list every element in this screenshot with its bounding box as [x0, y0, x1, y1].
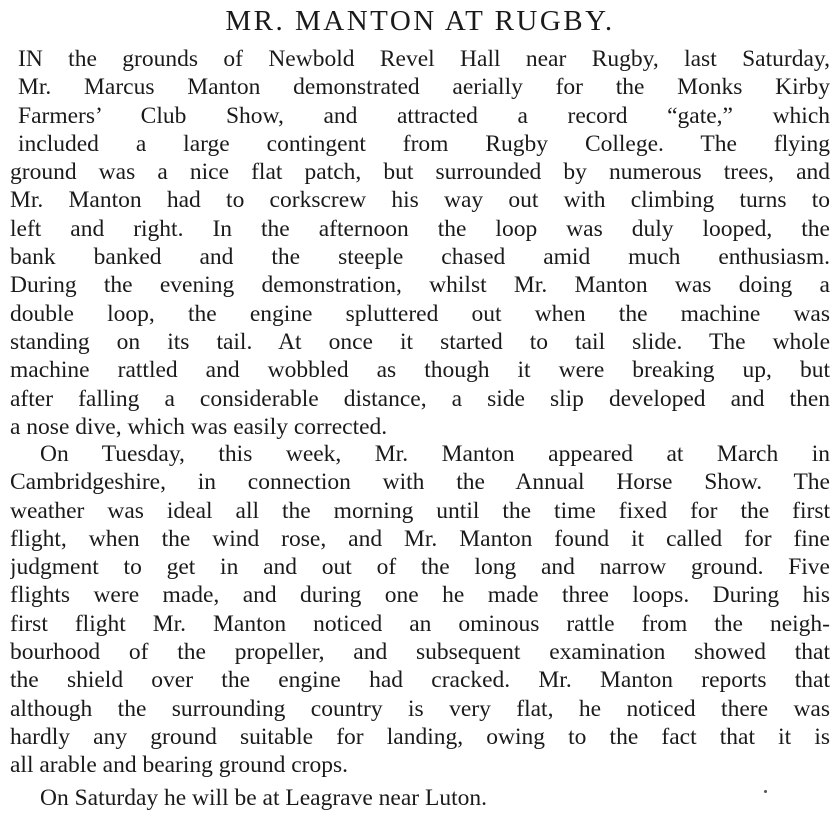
print-speck	[764, 790, 767, 793]
text-line: Cambridgeshire, in connection with the Annual Horse Show. The	[10, 469, 830, 496]
text-line: ground was a nice flat patch, but surrounded by numerous trees, and	[10, 159, 830, 186]
paragraph-saturday-rugby	[10, 45, 830, 441]
text-line: all arable and bearing ground crops.	[10, 752, 349, 779]
text-line: hardly any ground suitable for landing, owing to the fact that it is	[10, 723, 830, 750]
text-line: IN the grounds of Newbold Revel Hall near Rugby, last Saturday,	[18, 46, 830, 72]
text-line: flights were made, and during one he made three loops. During his	[10, 582, 830, 609]
text-line: after falling a considerable distance, a side slip developed and then	[10, 385, 830, 412]
text-line: left and right. In the afternoon the loop was duly looped, the	[10, 215, 830, 242]
text-line: although the surrounding country is very flat, he noticed there was	[10, 695, 830, 722]
text-line: flight, when the wind rose, and Mr. Manton found it called for fine	[10, 525, 830, 552]
text-line: During the evening demonstration, whilst Mr. Manton was doing a	[10, 272, 830, 299]
text-line: On Saturday he will be at Leagrave near Luton.	[40, 785, 487, 811]
text-line: judgment to get in and out of the long and narrow ground. Five	[10, 554, 830, 581]
text-line: bourhood of the propeller, and subsequent examination showed that	[10, 639, 830, 666]
paragraph-tuesday-march	[10, 440, 830, 780]
article-title: MR. MANTON AT RUGBY.	[225, 5, 615, 37]
text-line: the shield over the engine had cracked. Mr. Manton reports that	[10, 667, 830, 694]
text-line: standing on its tail. At once it started to tail slide. The whole	[10, 328, 830, 355]
text-line: double loop, the engine spluttered out when the machine was	[10, 300, 830, 327]
text-line: machine rattled and wobbled as though it were breaking up, but	[10, 357, 830, 384]
text-line: Mr. Manton had to corkscrew his way out with climbing turns to	[10, 187, 830, 214]
text-line: On Tuesday, this week, Mr. Manton appeared at March in	[40, 441, 830, 467]
text-line: included a large contingent from Rugby College. The flying	[18, 130, 830, 157]
text-line: Mr. Marcus Manton demonstrated aerially for the Monks Kirby	[18, 74, 830, 101]
text-line: first flight Mr. Manton noticed an ominous rattle from the neigh-	[10, 610, 830, 637]
text-line: weather was ideal all the morning until the time fixed for the first	[10, 497, 830, 524]
text-line: a nose dive, which was easily corrected.	[10, 413, 388, 440]
paragraph-saturday-leagrave	[10, 784, 830, 812]
text-line: bank banked and the steeple chased amid much enthusiasm.	[10, 244, 830, 271]
text-line: Farmers’ Club Show, and attracted a record “gate,” which	[18, 102, 830, 129]
